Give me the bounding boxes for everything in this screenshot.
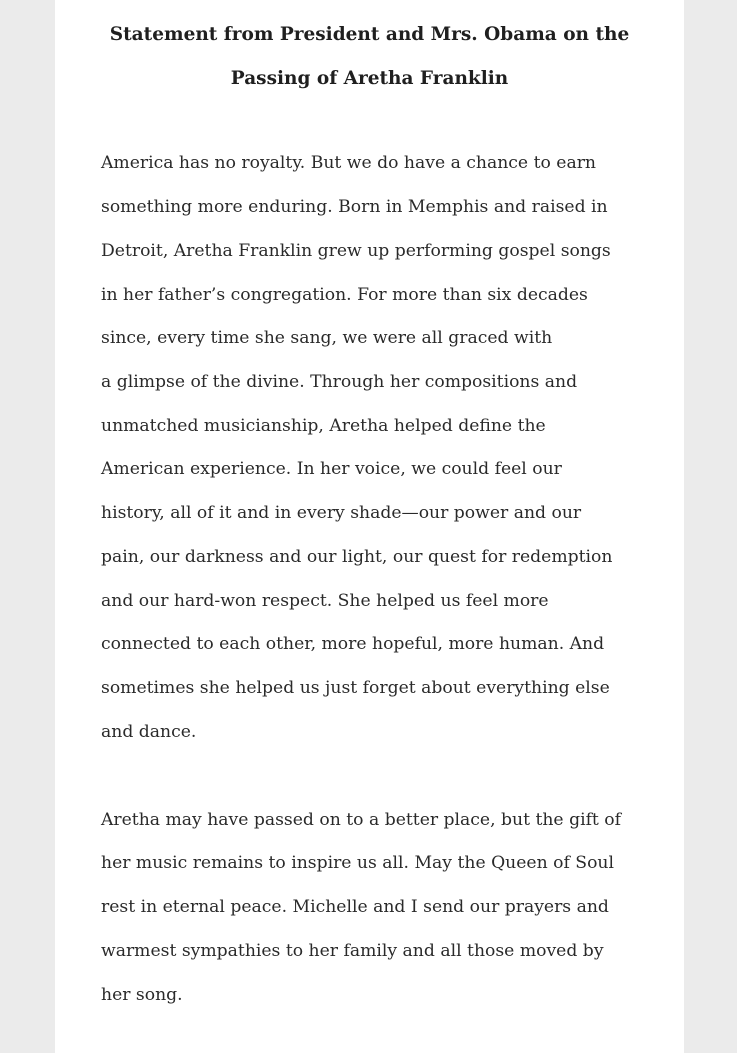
text-line: Aretha may have passed on to a better place, but the gift of <box>101 810 622 830</box>
text-line: warmest sympathies to her family and all those moved by <box>101 941 604 961</box>
text-line: since, every time she sang, we were all graced with <box>101 328 553 348</box>
text-line: her music remains to inspire us all. May the Queen of Soul <box>101 853 614 873</box>
text-line: a glimpse of the divine. Through her compositions and <box>101 372 578 392</box>
text-line: connected to each other, more hopeful, more human. And <box>101 634 605 654</box>
title-line-1: Statement from President and Mrs. Obama on the <box>109 24 630 45</box>
text-line: her song. <box>101 985 183 1005</box>
text-line: in her father’s congregation. For more than six decades <box>101 285 588 305</box>
text-line: sometimes she helped us just forget about everything else <box>101 678 610 698</box>
text-line: unmatched musicianship, Aretha helped define the <box>101 416 546 436</box>
text-line: America has no royalty. But we do have a chance to earn <box>101 153 596 173</box>
text-line: something more enduring. Born in Memphis and raised in <box>101 197 608 217</box>
text-line: history, all of it and in every shade—our power and our <box>101 503 582 523</box>
title-line-2: Passing of Aretha Franklin <box>230 68 509 89</box>
text-line: American experience. In her voice, we could feel our <box>101 459 562 479</box>
statement-page <box>55 0 684 1053</box>
text-line: and dance. <box>101 722 197 742</box>
text-line: rest in eternal peace. Michelle and I send our prayers and <box>101 897 609 917</box>
text-line: and our hard-won respect. She helped us feel more <box>101 591 549 611</box>
text-line: Detroit, Aretha Franklin grew up performing gospel songs <box>101 241 611 261</box>
text-line: pain, our darkness and our light, our quest for redemption <box>101 547 613 567</box>
